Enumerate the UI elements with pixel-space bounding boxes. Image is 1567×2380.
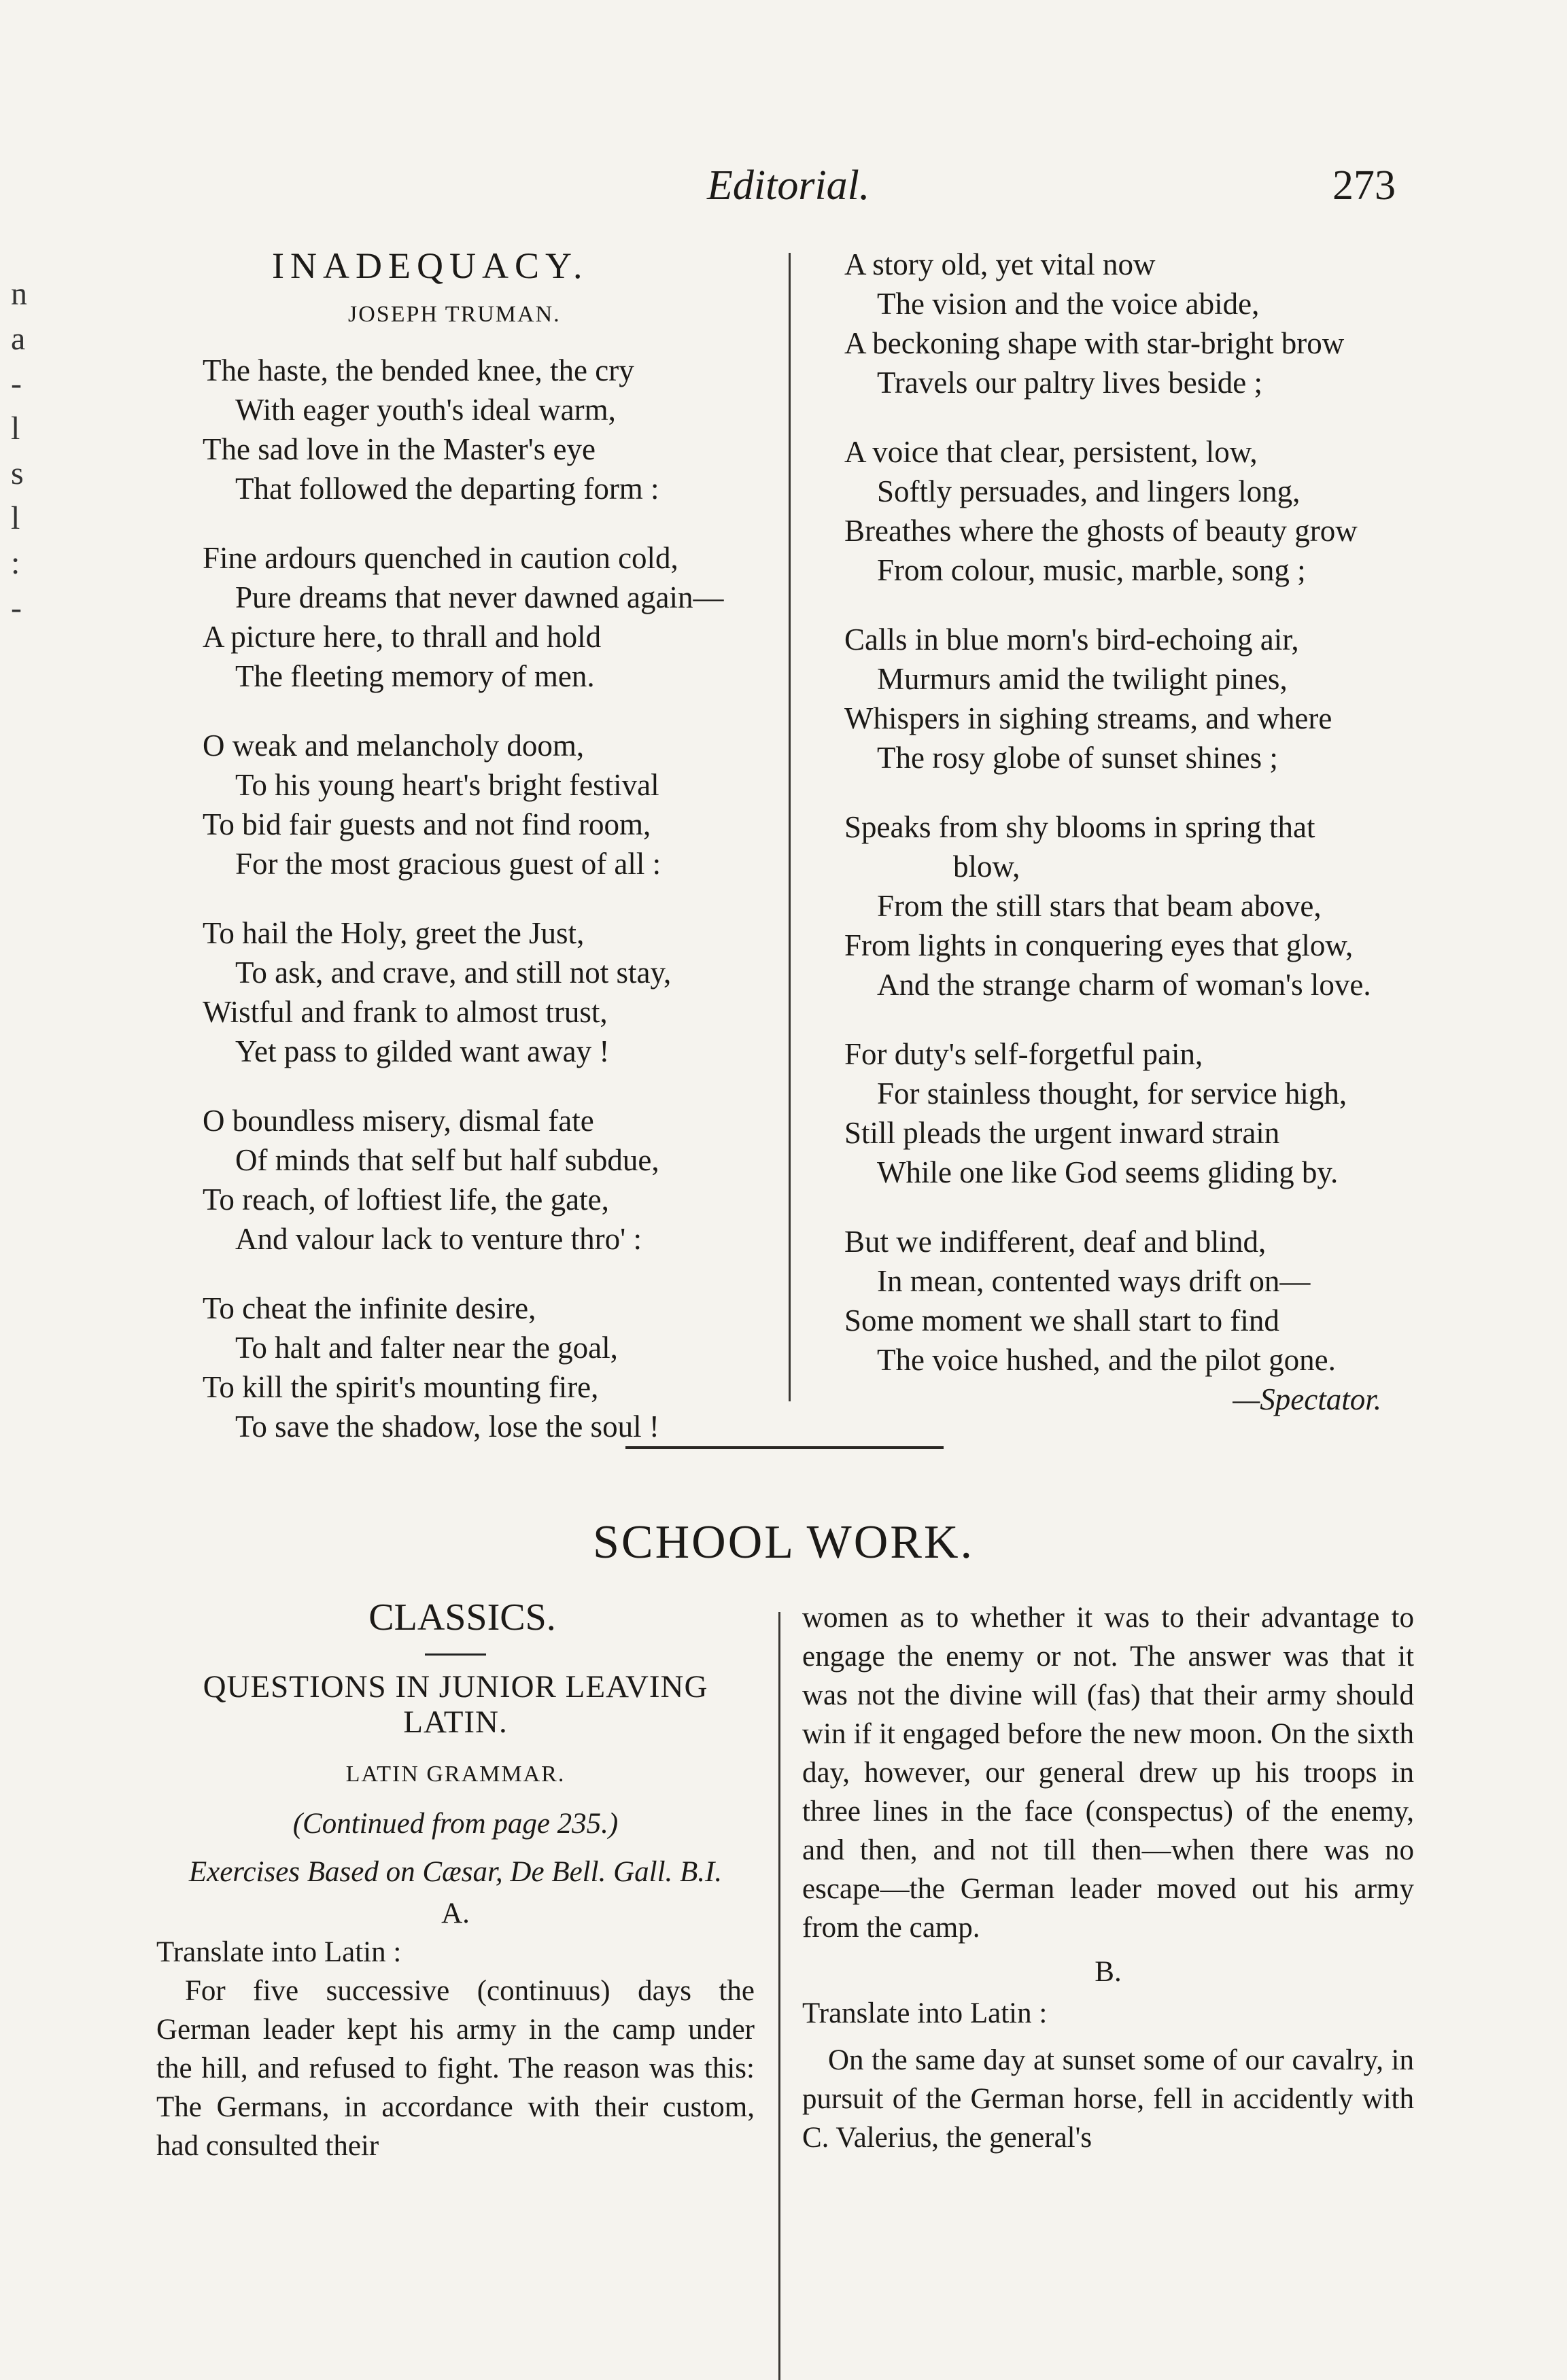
- poem-line: To ask, and crave, and still not stay,: [235, 956, 672, 990]
- poem-line: In mean, contented ways drift on—: [877, 1264, 1311, 1298]
- poem-line: For the most gracious guest of all :: [235, 847, 661, 881]
- poem-line: That followed the departing form :: [235, 472, 659, 506]
- poem-line: Speaks from shy blooms in spring that: [844, 810, 1315, 844]
- poem-line: Of minds that self but half subdue,: [235, 1143, 659, 1177]
- exercises-heading: Exercises Based on Cæsar, De Bell. Gall. B.I.: [188, 1856, 723, 1888]
- poem-line: For stainless thought, for service high,: [877, 1077, 1347, 1110]
- column-divider: [789, 253, 791, 1401]
- poem-line: The rosy globe of sunset shines ;: [877, 741, 1278, 775]
- subject-heading: CLASSICS.: [368, 1596, 556, 1639]
- poem-line: Pure dreams that never dawned again—: [235, 580, 724, 614]
- poem-author: JOSEPH TRUMAN.: [348, 302, 561, 327]
- poem-line: To kill the spirit's mounting fire,: [203, 1370, 599, 1404]
- poem-line: blow,: [953, 850, 1020, 883]
- poem-line: Murmurs amid the twilight pines,: [877, 662, 1288, 696]
- poem-line: To reach, of loftiest life, the gate,: [203, 1183, 609, 1217]
- poem-line: Breathes where the ghosts of beauty grow: [844, 514, 1358, 548]
- margin-fragment: a: [11, 321, 26, 357]
- poem-line: To his young heart's bright festival: [235, 768, 659, 802]
- poem-line: A voice that clear, persistent, low,: [844, 435, 1258, 469]
- poem-line: Softly persuades, and lingers long,: [877, 474, 1301, 508]
- poem-line: And valour lack to venture thro' :: [235, 1222, 642, 1256]
- poem-line: The voice hushed, and the pilot gone.: [877, 1343, 1336, 1377]
- stanza: [203, 1101, 794, 1259]
- poem-line: Travels our paltry lives beside ;: [877, 366, 1263, 400]
- poem-line: Whispers in sighing streams, and where: [844, 701, 1332, 735]
- exercise-paragraph: On the same day at sunset some of our cavalry, in pursuit of the German horse, fell in accidently with C. Valerius, the general's: [802, 2044, 1414, 2154]
- margin-fragment: -: [11, 590, 22, 626]
- poem-left-column: [203, 351, 794, 1476]
- running-section-title: Editorial.: [707, 162, 870, 209]
- poem-line: From the still stars that beam above,: [877, 889, 1322, 923]
- stanza: [844, 1222, 1422, 1380]
- margin-fragments: [11, 272, 38, 631]
- stanza: [844, 1034, 1422, 1192]
- column-divider: [778, 1612, 780, 2380]
- poem-line: Wistful and frank to almost trust,: [203, 995, 608, 1029]
- poem-line: Fine ardours quenched in caution cold,: [203, 541, 678, 575]
- margin-fragment: s: [11, 455, 24, 491]
- translate-instruction-b: Translate into Latin :: [802, 1997, 1048, 2029]
- stanza: [844, 245, 1422, 402]
- poem-line: The vision and the voice abide,: [877, 287, 1260, 321]
- margin-fragment: :: [11, 545, 20, 581]
- stanza: [203, 351, 794, 508]
- grammar-heading: LATIN GRAMMAR.: [345, 1762, 566, 1787]
- continued-note: (Continued from page 235.): [292, 1808, 619, 1840]
- poem-line: O weak and melancholy doom,: [203, 729, 585, 763]
- poem-line: Some moment we shall start to find: [844, 1303, 1279, 1337]
- prose-right-column: [802, 1598, 1414, 2157]
- stanza: [844, 807, 1422, 1004]
- poem-line: To halt and falter near the goal,: [235, 1331, 618, 1365]
- exercise-paragraph: For five successive (continuus) days the German leader kept his army in the camp under the hill, and refused to fight. The reason was this: The Germans, in accordance with their custom, had consulted their: [156, 1975, 755, 2162]
- poem-line: To save the shadow, lose the soul !: [235, 1410, 659, 1443]
- heading-rule: [425, 1653, 486, 1656]
- poem-line: With eager youth's ideal warm,: [235, 393, 616, 427]
- poem-line: To bid fair guests and not find room,: [203, 807, 651, 841]
- poem-line: While one like God seems gliding by.: [877, 1155, 1339, 1189]
- poem-line: Yet pass to gilded want away !: [235, 1034, 610, 1068]
- poem-line: Still pleads the urgent inward strain: [844, 1116, 1280, 1150]
- poem-line: For duty's self-forgetful pain,: [844, 1037, 1203, 1071]
- poem-line: To cheat the infinite desire,: [203, 1291, 536, 1325]
- page-number: 273: [1332, 162, 1396, 209]
- poem-attribution: —Spectator.: [1233, 1382, 1381, 1416]
- stanza: [844, 432, 1422, 590]
- poem-line: The sad love in the Master's eye: [203, 432, 596, 466]
- section-heading: SCHOOL WORK.: [592, 1516, 975, 1569]
- exercise-paragraph-continued: women as to whether it was to their advantage to engage the enemy or not. The answer was that it was not the divine will (fas) that their army should win if it engaged before the new moon. On the sixth day, however, our general drew up his troops in three lines in the face (conspectus) of the enemy, and then, and not till then—when there was no escape—the German leader moved out his army from the camp.: [802, 1602, 1414, 1944]
- poem-line: The haste, the bended knee, the cry: [203, 353, 634, 387]
- poem-line: Calls in blue morn's bird-echoing air,: [844, 623, 1299, 657]
- margin-fragment: l: [11, 410, 20, 447]
- stanza: [203, 538, 794, 696]
- poem-line: But we indifferent, deaf and blind,: [844, 1225, 1267, 1259]
- questions-heading: QUESTIONS IN JUNIOR LEAVING LATIN.: [203, 1669, 708, 1740]
- stanza: [844, 620, 1422, 777]
- translate-instruction-a: Translate into Latin :: [156, 1936, 402, 1968]
- margin-fragment: n: [11, 276, 27, 312]
- stanza: [203, 726, 794, 883]
- stanza: [203, 1289, 794, 1446]
- poem-line: A picture here, to thrall and hold: [203, 620, 602, 654]
- section-letter-a: A.: [441, 1897, 470, 1929]
- margin-fragment: l: [11, 500, 20, 536]
- classics-column: [156, 1598, 755, 2165]
- poem-title: INADEQUACY.: [272, 245, 589, 286]
- poem-line: And the strange charm of woman's love.: [877, 968, 1371, 1002]
- poem-line: O boundless misery, dismal fate: [203, 1104, 594, 1138]
- poem-line: To hail the Holy, greet the Just,: [203, 916, 585, 950]
- poem-line: From colour, music, marble, song ;: [877, 553, 1306, 587]
- poem-right-column: [844, 245, 1422, 1419]
- poem-line: A story old, yet vital now: [844, 247, 1156, 281]
- stanza: [203, 913, 794, 1071]
- poem-line: A beckoning shape with star-bright brow: [844, 326, 1345, 360]
- poem-line: From lights in conquering eyes that glow,: [844, 928, 1354, 962]
- margin-fragment: -: [11, 366, 22, 402]
- section-letter-b: B.: [1095, 1956, 1122, 1988]
- poem-line: The fleeting memory of men.: [235, 659, 595, 693]
- section-divider: [625, 1446, 944, 1449]
